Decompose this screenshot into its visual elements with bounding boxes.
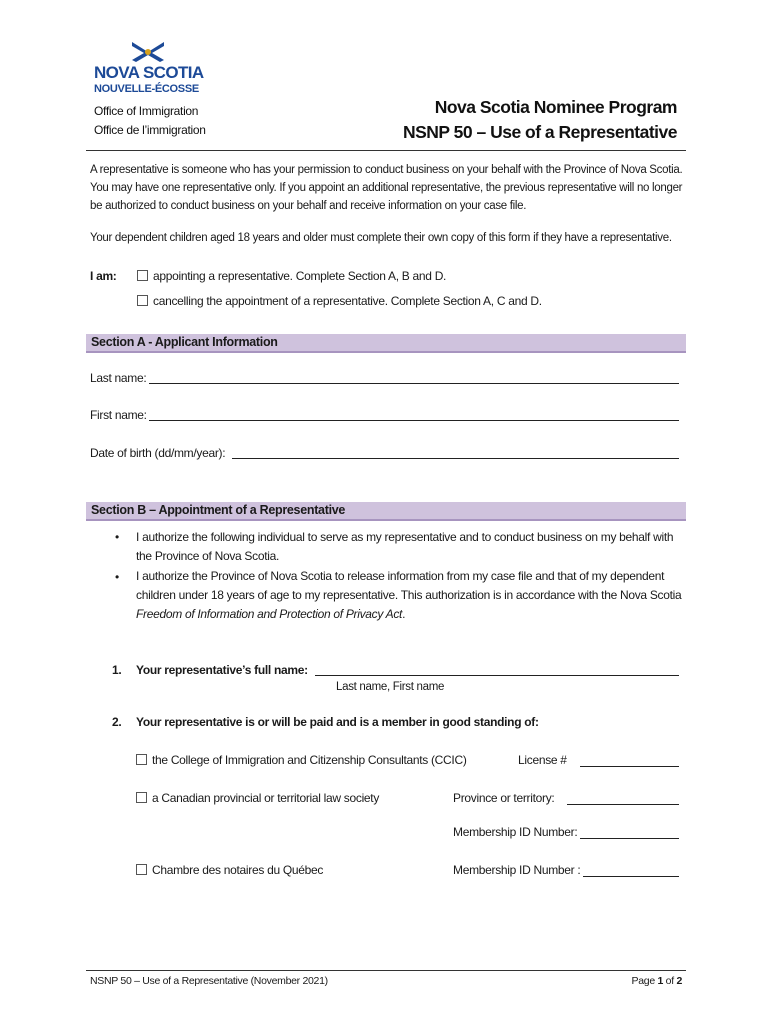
last-name-label: Last name: <box>90 371 147 385</box>
province-label: Province or territory: <box>453 791 555 805</box>
option-cancelling[interactable] <box>137 294 542 308</box>
option-cancelling-text: cancelling the appointment of a representative. Complete Section A, C and D. <box>153 294 542 308</box>
page-current: 1 <box>657 975 664 987</box>
bullet-2-icon: • <box>115 570 120 584</box>
header-divider <box>86 150 686 151</box>
last-name-field[interactable] <box>149 383 679 384</box>
option-appointing-text: appointing a representative. Complete Section A, B and D. <box>153 269 447 283</box>
membership-id-label-2: Membership ID Number : <box>453 863 581 877</box>
q1-number: 1. <box>112 663 122 677</box>
option-law-society[interactable] <box>136 791 379 805</box>
i-am-label: I am: <box>90 269 117 283</box>
intro-paragraph: A representative is someone who has your permission to conduct business on your behalf with the Province of Nova Scotia. You may have one representative only. If you appoint an additional representative, the previous representative will no longer be authorized to conduct business on your behalf and receive information on your case file. <box>90 164 683 212</box>
office-name-en: Office of Immigration <box>94 104 199 118</box>
q2-label: Your representative is or will be paid and is a member in good standing of: <box>136 715 539 729</box>
bullet-2-end: . <box>402 607 406 621</box>
page-prefix: Page <box>631 975 658 987</box>
office-name-fr: Office de l’immigration <box>94 123 206 137</box>
logo-sub-text: NOUVELLE-ÉCOSSE <box>94 83 199 95</box>
option-ccic-text: the College of Immigration and Citizenship Consultants (CCIC) <box>152 753 467 767</box>
checkbox-ccic[interactable] <box>136 754 147 765</box>
option-law-society-text: a Canadian provincial or territorial law society <box>152 791 380 805</box>
authorization-bullet-2 <box>136 567 686 624</box>
bullet-2-text: I authorize the Province of Nova Scotia to release information from my case file and that of my dependent children under 18 years of age to my representative. This authorization is in accordance with the Nova Scotia <box>136 569 682 602</box>
representative-name-field[interactable] <box>315 675 679 676</box>
page-of: of <box>663 975 677 987</box>
option-notaires[interactable] <box>136 863 323 877</box>
province-field[interactable] <box>567 804 679 805</box>
dob-label: Date of birth (dd/mm/year): <box>90 446 226 460</box>
dob-field[interactable] <box>232 458 679 459</box>
first-name-field[interactable] <box>149 420 679 421</box>
section-b-header <box>86 502 686 521</box>
footer-form-name: NSNP 50 – Use of a Representative (November 2021) <box>90 975 328 987</box>
privacy-act-name: Freedom of Information and Protection of Privacy Act <box>136 607 403 621</box>
membership-id-field-2[interactable] <box>583 876 679 877</box>
license-field[interactable] <box>580 766 679 767</box>
page-number <box>632 975 682 987</box>
first-name-label: First name: <box>90 408 147 422</box>
section-a-header <box>86 334 686 353</box>
checkbox-notaires[interactable] <box>136 864 147 875</box>
name-format-hint: Last name, First name <box>336 681 445 693</box>
q2-number: 2. <box>112 715 122 729</box>
section-a-title: Section A - Applicant Information <box>91 335 278 349</box>
section-b-title: Section B – Appointment of a Representative <box>91 503 346 517</box>
checkbox-appointing[interactable] <box>137 270 148 281</box>
page-subtitle: NSNP 50 – Use of a Representative <box>402 122 677 142</box>
intro-children-note: Your dependent children aged 18 years and older must complete their own copy of this form if they have a representative. <box>90 232 672 244</box>
checkbox-law-society[interactable] <box>136 792 147 803</box>
saltire-flag-icon <box>130 40 166 64</box>
q1-label: Your representative’s full name: <box>136 663 308 677</box>
license-label: License # <box>518 753 567 767</box>
checkbox-cancelling[interactable] <box>137 295 148 306</box>
option-notaires-text: Chambre des notaires du Québec <box>152 863 324 877</box>
page-title: Nova Scotia Nominee Program <box>434 97 677 117</box>
nova-scotia-logo <box>88 40 228 145</box>
logo-main-text: NOVA SCOTIA <box>94 63 204 82</box>
option-ccic[interactable] <box>136 753 467 767</box>
membership-id-field-1[interactable] <box>580 838 679 839</box>
membership-id-label-1: Membership ID Number: <box>453 825 578 839</box>
page-total: 2 <box>676 975 682 987</box>
footer-divider <box>86 970 686 971</box>
bullet-1-icon: • <box>115 530 120 544</box>
option-appointing[interactable] <box>137 269 446 283</box>
authorization-bullet-1: I authorize the following individual to serve as my representative and to conduct business on my behalf with the Province of Nova Scotia. <box>136 530 674 563</box>
